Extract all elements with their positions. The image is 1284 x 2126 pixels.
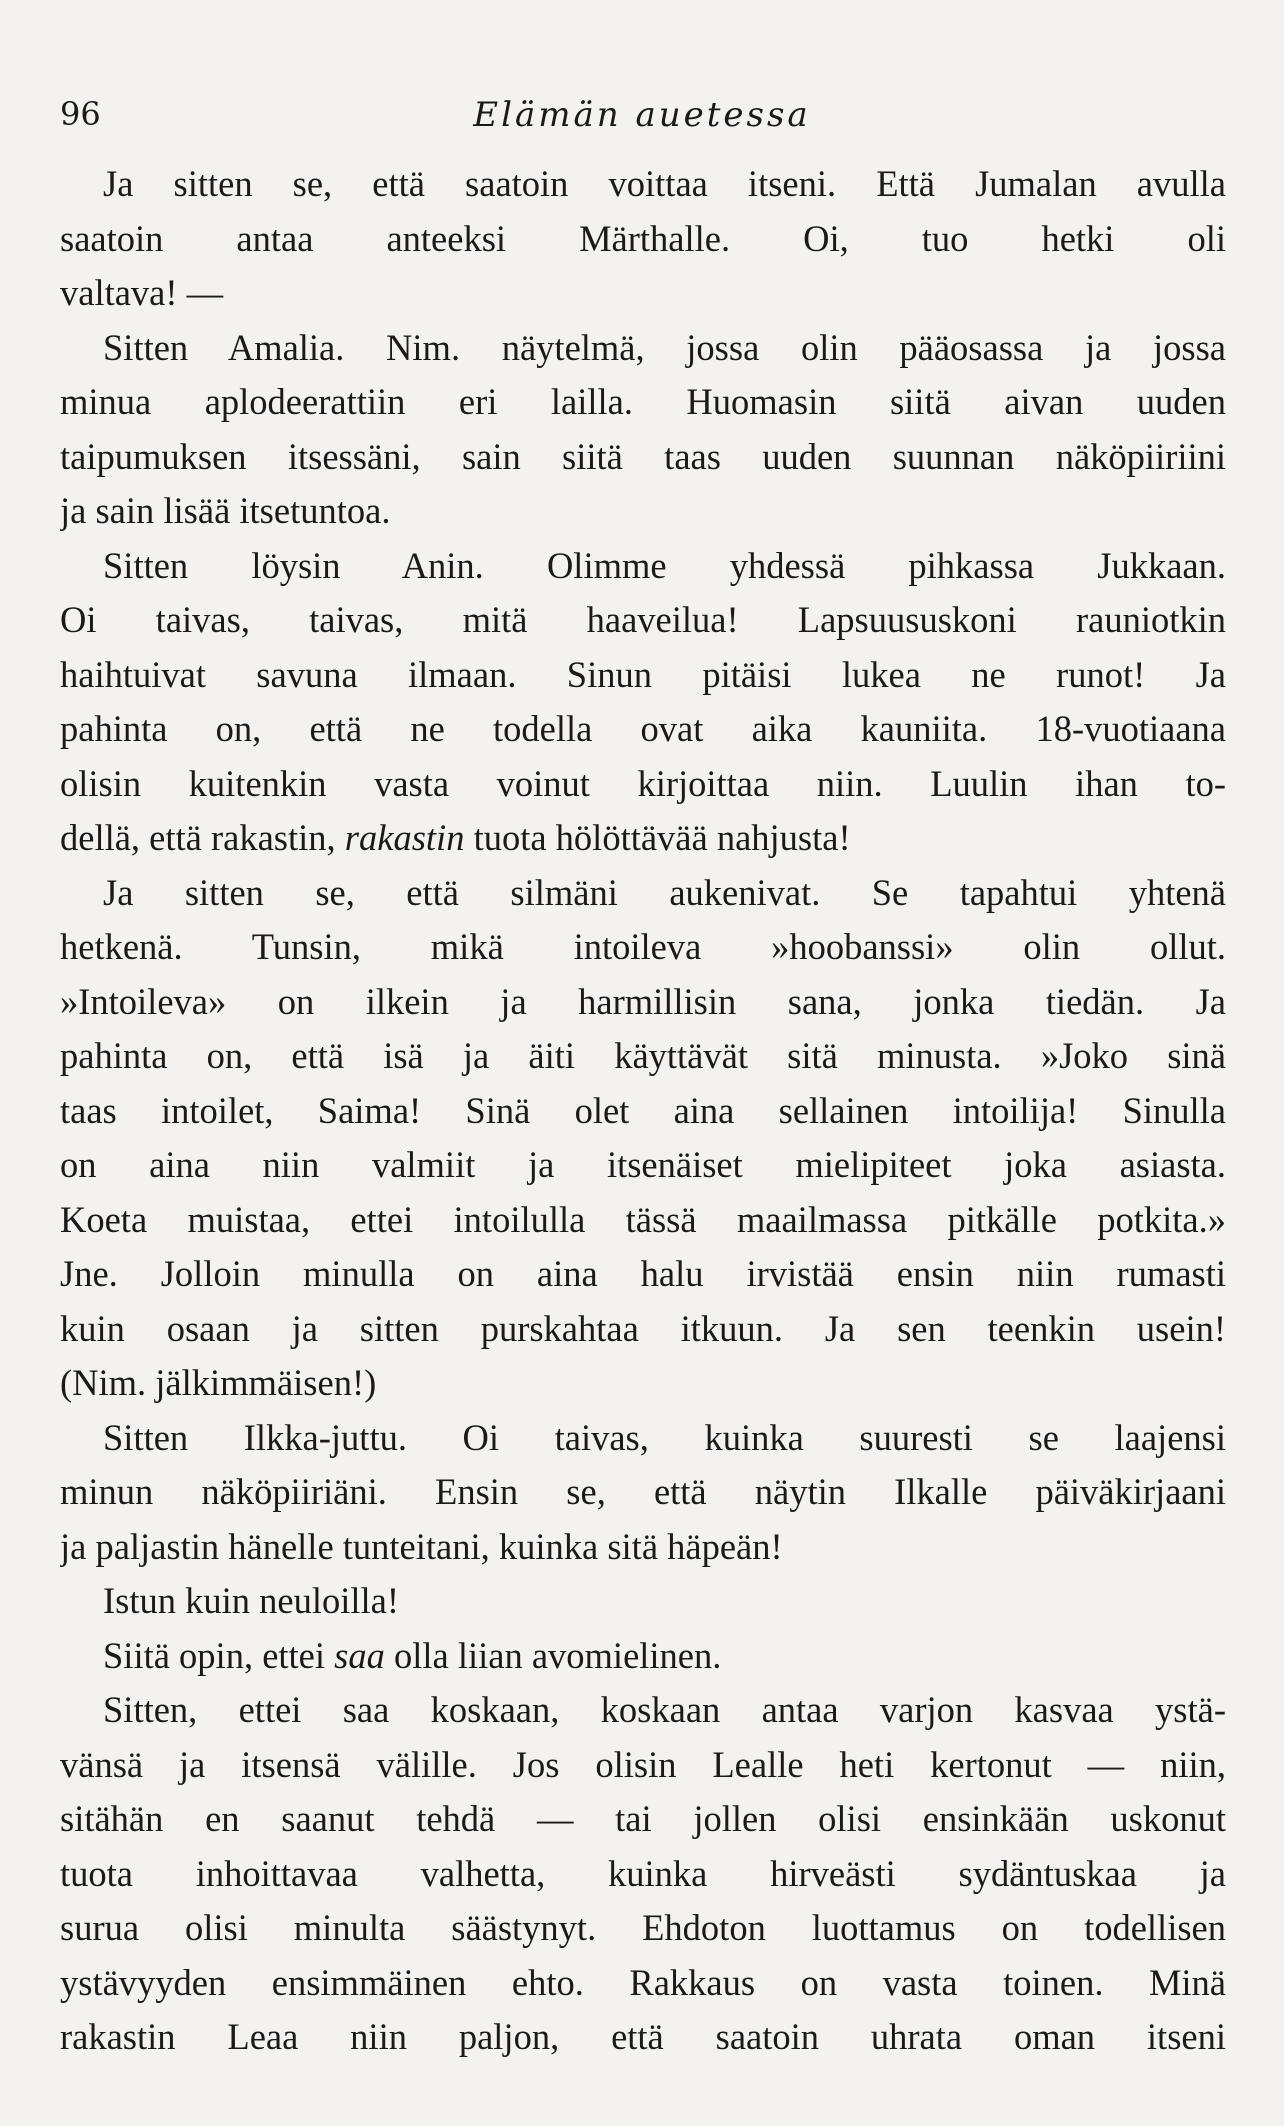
text-line: ja paljastin hänelle tunteitani, kuinka sitä häpeän! <box>60 1525 783 1567</box>
text-segment: Siitä opin, ettei <box>103 1634 335 1676</box>
text-line: valtava! — <box>60 272 224 313</box>
text-segment: tuota hölöttävää nahjusta! <box>464 817 851 858</box>
text-line: Sitten Amalia. Nim. näytelmä, jossa olin pääosassa ja jossa <box>103 326 1226 368</box>
text-line: hetkenä. Tunsin, mikä intoileva »hoobanssi» olin ollut. <box>60 926 1226 967</box>
text-segment: olla liian avomielinen. <box>384 1634 722 1676</box>
text-line: Oi taivas, taivas, mitä haaveilua! Lapsuususkoni rauniotkin <box>60 599 1226 640</box>
text-line: taipumuksen itsessäni, sain siitä taas uuden suunnan näköpiiriini <box>60 435 1226 477</box>
text-line: »Intoileva» on ilkein ja harmillisin sana, jonka tiedän. Ja <box>60 980 1226 1022</box>
text-line: Sitten, ettei saa koskaan, koskaan antaa varjon kasvaa ystä- <box>103 1689 1226 1730</box>
text-segment: dellä, että rakastin, <box>60 817 345 858</box>
emphasized-word: saa <box>334 1634 385 1676</box>
text-line: pahinta on, että ne todella ovat aika kauniita. 18-vuotiaana <box>60 708 1226 749</box>
text-line: Sitten löysin Anin. Olimme yhdessä pihkassa Jukkaan. <box>103 544 1226 586</box>
text-line: haihtuivat savuna ilmaan. Sinun pitäisi lukea ne runot! Ja <box>60 653 1226 695</box>
text-line: taas intoilet, Saima! Sinä olet aina sellainen intoilija! Sinulla <box>60 1089 1226 1131</box>
text-line: ja sain lisää itsetuntoa. <box>60 490 391 531</box>
text-line: rakastin Leaa niin paljon, että saatoin uhrata oman itseni <box>60 2016 1226 2057</box>
text-line: Ja sitten se, että silmäni aukenivat. Se tapahtui yhtenä <box>103 871 1226 913</box>
text-line: on aina niin valmiit ja itsenäiset mielipiteet joka asiasta. <box>60 1144 1226 1185</box>
emphasized-word: rakastin <box>344 817 465 858</box>
text-line: minun näköpiiriäni. Ensin se, että näytin Ilkalle päiväkirjaani <box>60 1471 1226 1512</box>
text-line <box>60 1629 1226 1684</box>
text-line: ystävyyden ensimmäinen ehto. Rakkaus on vasta toinen. Minä <box>60 1961 1226 2003</box>
text-line: pahinta on, että isä ja äiti käyttävät sitä minusta. »Joko sinä <box>60 1035 1226 1076</box>
text-line: surua olisi minulta säästynyt. Ehdoton luottamus on todellisen <box>60 1907 1226 1948</box>
text-line: minua aplodeerattiin eri lailla. Huomasin siitä aivan uuden <box>60 381 1226 422</box>
text-line <box>60 811 1226 866</box>
text-line: sitähän en saanut tehdä — tai jollen olisi ensinkään uskonut <box>60 1798 1226 1839</box>
text-line: (Nim. jälkimmäisen!) <box>60 1362 377 1403</box>
page-header <box>0 95 1284 145</box>
text-line: Istun kuin neuloilla! <box>103 1580 400 1621</box>
running-title: Elämän auetessa <box>473 95 811 135</box>
text-line: Ja sitten se, että saatoin voittaa itseni. Että Jumalan avulla <box>103 163 1226 204</box>
body-text <box>60 157 1226 2065</box>
page-number: 96 <box>60 95 101 133</box>
text-line: Koeta muistaa, ettei intoilulla tässä maailmassa pitkälle potkita.» <box>60 1198 1226 1240</box>
text-line: vänsä ja itsensä välille. Jos olisin Lealle heti kertonut — niin, <box>60 1743 1226 1785</box>
text-line: Sitten Ilkka-juttu. Oi taivas, kuinka suuresti se laajensi <box>103 1416 1226 1458</box>
text-line: Jne. Jolloin minulla on aina halu irvistää ensin niin rumasti <box>60 1253 1226 1294</box>
text-line: olisin kuitenkin vasta voinut kirjoittaa niin. Luulin ihan to- <box>60 762 1226 804</box>
text-line: saatoin antaa anteeksi Märthalle. Oi, tuo hetki oli <box>60 217 1226 259</box>
text-line: kuin osaan ja sitten purskahtaa itkuun. Ja sen teenkin usein! <box>60 1307 1226 1349</box>
text-line: tuota inhoittavaa valhetta, kuinka hirveästi sydäntuskaa ja <box>60 1852 1226 1894</box>
